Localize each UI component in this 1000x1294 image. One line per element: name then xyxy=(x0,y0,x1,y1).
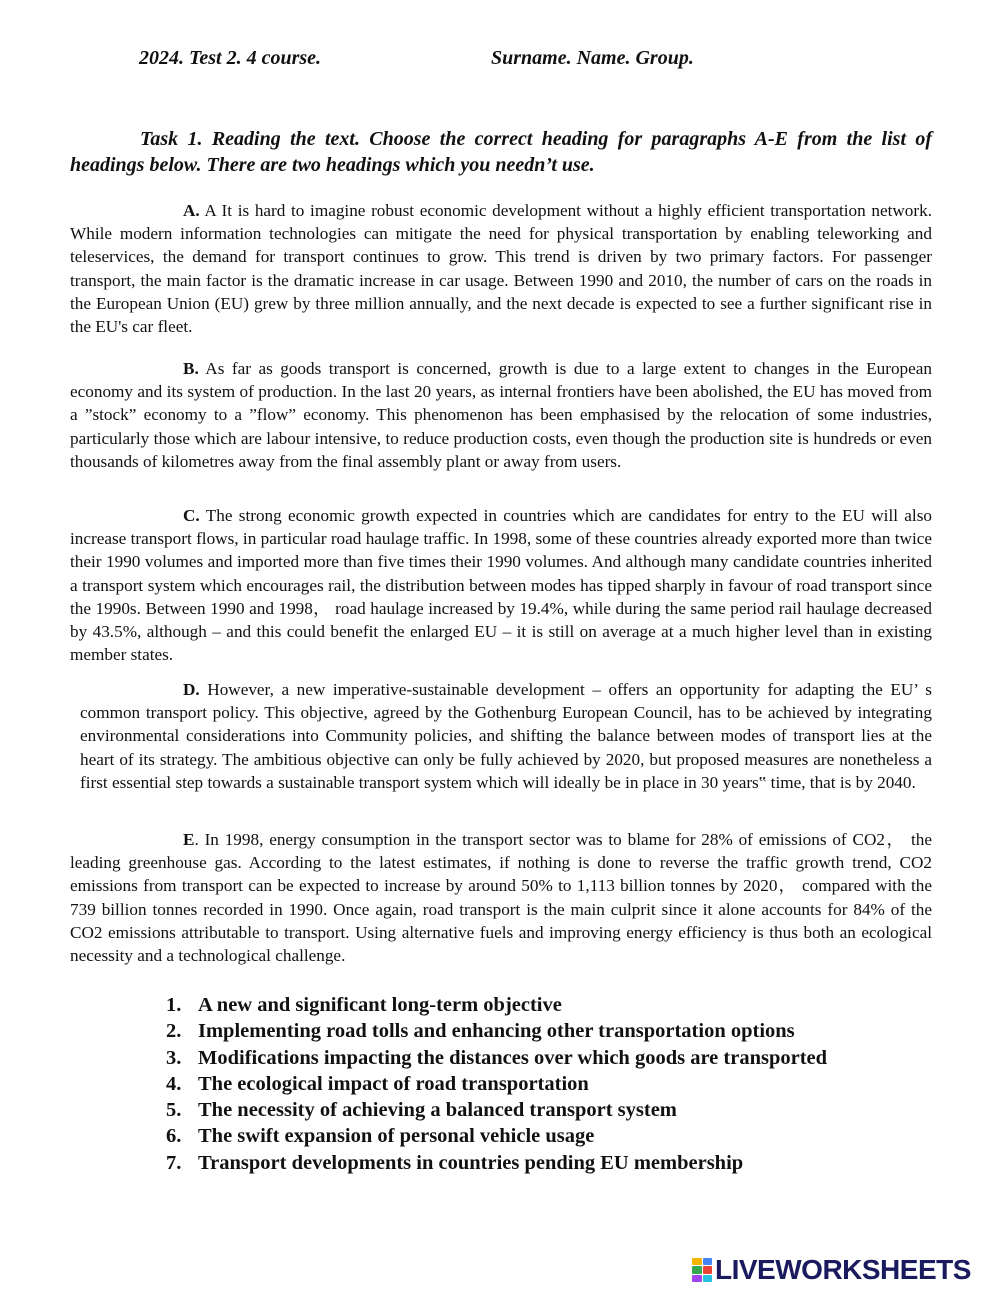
logo-tile xyxy=(692,1266,702,1273)
answer-blank-c[interactable] xyxy=(117,506,183,525)
heading-item xyxy=(166,1071,827,1097)
paragraph-letter: A. xyxy=(183,201,200,220)
answer-blank-d[interactable] xyxy=(117,680,183,699)
heading-number: 5. xyxy=(166,1099,182,1122)
heading-text: Implementing road tolls and enhancing other transportation options xyxy=(198,1020,795,1043)
heading-text: The swift expansion of personal vehicle usage xyxy=(198,1125,595,1148)
paragraph-b xyxy=(70,357,932,473)
heading-text: The necessity of achieving a balanced transport system xyxy=(198,1099,677,1122)
heading-item xyxy=(166,1018,827,1044)
heading-number: 7. xyxy=(166,1151,182,1174)
logo-tile xyxy=(703,1258,713,1265)
paragraph-text: As far as goods transport is concerned, growth is due to a large extent to changes in the European economy and its system of production. In the last 20 years, as internal frontiers have been abolished, the EU has moved from a ”stock” economy to a ”flow” economy. This phenomenon has been emphasised by the relocation of some industries, particularly those which are labour intensive, to reduce production costs, even though the production site is hundreds or even thousands of kilometres away from the final assembly plant or away from users. xyxy=(70,359,932,471)
heading-item xyxy=(166,1045,827,1071)
heading-number: 4. xyxy=(166,1072,182,1095)
student-info-label: Surname. Name. Group. xyxy=(491,47,694,69)
task-instructions: Task 1. Reading the text. Choose the correct heading for paragraphs A-E from the list of headings below. There are two headings which you needn’t use. xyxy=(70,128,932,176)
heading-number: 2. xyxy=(166,1020,182,1043)
paragraph-text: The strong economic growth expected in countries which are candidates for entry to the EU will also increase transport flows, in particular road haulage traffic. In 1998, some of these countries already exported more than twice their 1990 volumes and imported more than five times their 1990 volumes. And although many candidate countries inherited a transport system which encourages rail, the distribution between modes has tipped sharply in favour of road transport since the 1990s. Between 1990 and 1998， road haulage increased by 19.4%, while during the same period rail haulage decreased by 43.5%, although – and this could benefit the enlarged EU – it is still on average at a much higher level than in existing member states. xyxy=(70,506,932,665)
page-header xyxy=(139,47,694,70)
paragraph-e xyxy=(70,828,932,967)
heading-text: A new and significant long-term objective xyxy=(198,994,562,1016)
heading-number: 3. xyxy=(166,1046,182,1069)
heading-number: 1. xyxy=(166,994,182,1016)
paragraph-letter: B. xyxy=(183,359,199,378)
paragraph-letter: E xyxy=(183,830,195,849)
paragraph-letter: D. xyxy=(183,680,200,699)
paragraph-c xyxy=(70,504,932,666)
answer-blank-a[interactable] xyxy=(117,201,183,220)
test-title: 2024. Test 2. 4 course. xyxy=(139,47,322,69)
logo-tile xyxy=(692,1275,702,1282)
heading-item xyxy=(166,1097,827,1123)
heading-text: The ecological impact of road transportation xyxy=(198,1072,589,1095)
paragraph-letter: C. xyxy=(183,506,200,525)
liveworksheets-logo[interactable] xyxy=(692,1256,971,1284)
heading-text: Modifications impacting the distances over which goods are transported xyxy=(198,1046,828,1069)
answer-blank-b[interactable] xyxy=(117,359,183,378)
logo-tile xyxy=(692,1258,702,1265)
heading-text: Transport developments in countries pending EU membership xyxy=(198,1151,744,1174)
answer-blank-e[interactable] xyxy=(117,830,183,849)
paragraph-d xyxy=(80,678,932,794)
paragraph-text: . In 1998, energy consumption in the transport sector was to blame for 28% of emissions of CO2， the leading greenhouse gas. According to the latest estimates, if nothing is done to reverse the traffic growth trend, CO2 emissions from transport can be expected to increase by around 50% to 1,113 billion tonnes by 2020， compared with the 739 billion tonnes recorded in 1990. Once again, road transport is the main culprit since it alone accounts for 84% of the CO2 emissions attributable to transport. Using alternative fuels and improving energy efficiency is thus both an ecological necessity and a technological challenge. xyxy=(70,830,932,966)
heading-item xyxy=(166,1150,827,1176)
heading-item xyxy=(166,1123,827,1149)
heading-item xyxy=(166,992,827,1018)
paragraph-a xyxy=(70,199,932,338)
headings-list xyxy=(166,992,827,1176)
paragraph-text: However, a new imperative-sustainable development – offers an opportunity for adapting the EU’ s common transport policy. This objective, agreed by the Gothenburg European Council, has to be achieved by integrating environmental considerations into Community policies, and shifting the balance between modes of transport lies at the heart of its strategy. The ambitious objective can only be fully achieved by 2020, but proposed measures are nonetheless a first essential step towards a sustainable transport system which will ideally be in place in 30 years‟ time, that is by 2040. xyxy=(80,680,932,792)
logo-tile xyxy=(703,1266,713,1273)
logo-text: LIVEWORKSHEETS xyxy=(715,1254,971,1285)
heading-number: 6. xyxy=(166,1125,182,1148)
paragraph-text: A It is hard to imagine robust economic development without a highly efficient transportation network. While modern information technologies can mitigate the need for physical transportation by enabling teleworking and teleservices, the demand for transport continues to grow. This trend is driven by two primary factors. For passenger transport, the main factor is the dramatic increase in car usage. Between 1990 and 2010, the number of cars on the roads in the European Union (EU) grew by three million annually, and the next decade is expected to see a further significant rise in the EU's car fleet. xyxy=(70,201,932,337)
logo-tile xyxy=(703,1275,713,1282)
liveworksheets-logo-icon xyxy=(692,1258,712,1282)
